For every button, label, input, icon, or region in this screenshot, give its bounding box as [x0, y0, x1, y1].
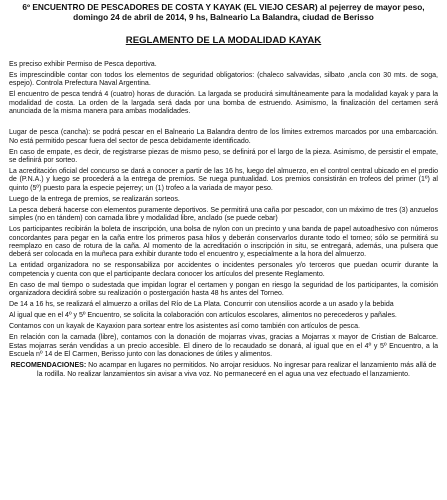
paragraph-raffles: Luego de la entrega de premios, se realizarán sorteos. [9, 195, 180, 203]
paragraph-weather: En caso de mal tiempo o sudestada que impidan lograr el certamen y pongan en riesgo la seguridad de los participantes, la comisión organizadora decidirá sobre su realización o postergación hasta 48 hs antes del Torneo. [9, 281, 438, 298]
recommendations-label: RECOMENDACIONES: [10, 362, 87, 370]
section-gap [9, 119, 438, 129]
paragraph-tiebreak: En caso de empate, es decir, de registrarse piezas de mismo peso, se definirá por el largo de la pieza. Asimismo, de persistir el empate, se definirá por sorteo. [9, 148, 438, 165]
paragraph-liability: La entidad organizadora no se responsabiliza por accidentes o incidentes personales y/o terceros que puedan ocurrir durante la competencia y cuenta con que el participante declara conocer los artículos del presente Reglamento. [9, 262, 438, 278]
paragraph-duration: El encuentro de pesca tendrá 4 (cuatro) horas de duración. La largada se producirá simultáneamente para la modalidad kayak y para la modalidad de costa. La orden de la largada será dada por una bomba de estruendo. Asimismo, la finalización del certamen será anunciada de la misma manera para ambas modalidades. [9, 91, 438, 116]
paragraph-recommendations [9, 362, 438, 379]
paragraph-sport-gear: La pesca deberá hacerse con elementos puramente deportivos. Se permitirá una caña por pescador, con un máximo de tres (3) anzuelos simples (no en tándem) con carnada libre y modalidad libre, anclado (se puede cebar) [9, 206, 438, 223]
paragraph-kayak-raffle: Contamos con un kayak de Kayaxion para sortear entre los asistentes así como también con artículos de pesca. [9, 323, 360, 331]
paragraph-bait: En relación con la carnada (libre), contamos con la donación de mojarras vivas, gracias a Mojarras x mayor de Cristian de Balcarce. Estas mojarras serán vendidas a un precio accesible. El dinero de lo recaudado se donará, al igual que en el 4º y 5º Encuentro, a la Escuela nº 14 de El Carmen, Berisso junto con las donaciones de útiles y alimentos. [9, 334, 438, 359]
paragraph-awards: La acreditación oficial del concurso se dará a conocer a partir de las 16 hs, luego del almuerzo, en el control central ubicado en el predio de (P.N.A.) y luego se procederá a la entrega de premios. Se ruega puntualidad. Los premios consistirán en trofeos del primer (1º) al quinto (5º) puesto para la especie pejerrey; un (1) trofeo a la variada de mayor peso. [9, 168, 438, 192]
recommendations-block [9, 362, 438, 379]
paragraph-donations: Al igual que en el 4º y 5º Encuentro, se solicita la colaboración con artículos escolares, alimentos no perecederos y pañales. [9, 312, 397, 320]
paragraph-lunch: De 14 a 16 hs, se realizará el almuerzo a orillas del Río de La Plata. Concurrir con utensilios acorde a un asado y la bebida [9, 301, 394, 309]
regulation-heading: REGLAMENTO DE LA MODALIDAD KAYAK [125, 35, 322, 46]
paragraph-safety-equipment: Es imprescindible contar con todos los elementos de seguridad obligatorios: (chaleco salvavidas, silbato ,ancla con 30 mts. de soga, espejo). Controla Prefectura Naval Argentina. [9, 72, 438, 88]
paragraph-fishing-permit: Es preciso exhibir Permiso de Pesca deportiva. [9, 61, 157, 68]
paragraph-fishing-area: Lugar de pesca (cancha): se podrá pescar en el Balneario La Balandra dentro de los límites extremos marcados por una embarcación. No está permitido pescar fuera del sector de pesca debidamente identificado. [9, 129, 438, 145]
paragraph-registration: Los participantes recibirán la boleta de inscripción, una bolsa de nylon con un precinto y una banda de papel autoadhesivo con números concordantes para pegar en la caña entre los primeros pasa hilos y deberán conservarlos durante todo el torneo; sólo se permitirá su reemplazo en caso de rotura de la caña. Al momento de la acreditación o inscripción in situ, se entregará, además, una pulsera que deberá ser colocada en la muñeca para exhibir durante todo el encuentro y, especialmente a la hora del almuerzo. [9, 226, 438, 259]
document-title: 6º ENCUENTRO DE PESCADORES DE COSTA Y KAYAK (EL VIEJO CESAR) al pejerrey de mayor peso, domingo 24 de abril de 2014, 9 hs, Balneario La Balandra, ciudad de Berisso [22, 2, 425, 22]
recommendations-text: No acampar en lugares no permitidos. No arrojar residuos. No ingresar para realizar el lanzamiento más allá de la rodilla. No realizar lanzamientos sin avisar a viva voz. No permaneceré en el agua una vez efectuado el lanzamiento. [37, 362, 437, 378]
